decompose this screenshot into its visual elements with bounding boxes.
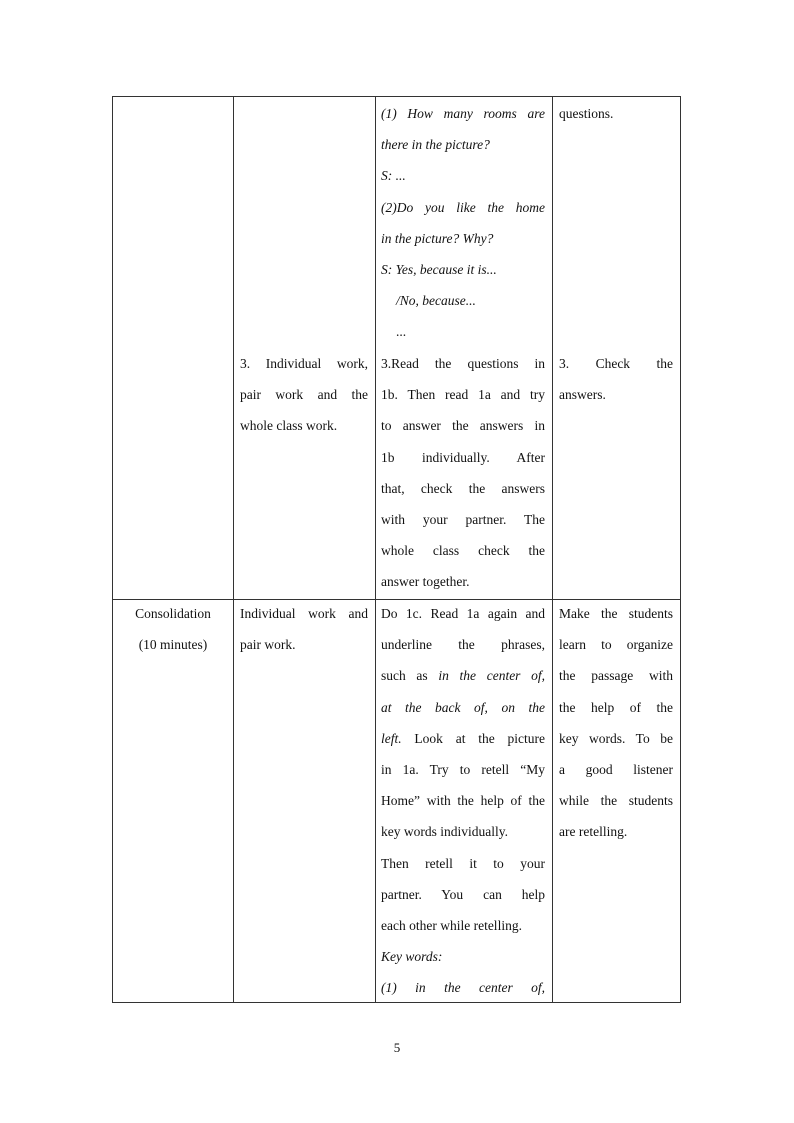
text-line: with your partner. The bbox=[381, 511, 545, 527]
text-line: (1) in the center of, bbox=[381, 980, 545, 996]
row2-activity-cell bbox=[381, 348, 545, 598]
column-divider bbox=[375, 97, 376, 1002]
text-line: 3. Check the bbox=[559, 356, 673, 371]
key-words-heading: Key words: bbox=[381, 949, 443, 965]
text-line: in the picture? Why? bbox=[381, 230, 494, 246]
text-line: each other while retelling. bbox=[381, 917, 522, 933]
text-line: answer together. bbox=[381, 574, 470, 590]
text-line: Make the students bbox=[559, 606, 673, 621]
text-line: whole class check the bbox=[381, 543, 545, 559]
row3-activity-cell bbox=[381, 598, 545, 1003]
text-line: ... bbox=[396, 324, 407, 340]
text-line: partner. You can help bbox=[381, 886, 545, 902]
page-number: 5 bbox=[393, 1040, 401, 1055]
text-line: to answer the answers in bbox=[381, 418, 545, 434]
text-run: Look at the picture bbox=[401, 730, 545, 746]
text-line: are retelling. bbox=[559, 824, 628, 840]
text-line: questions. bbox=[559, 106, 614, 121]
row1-activity-cell bbox=[381, 98, 545, 348]
text-line: a good listener bbox=[559, 761, 673, 777]
row3-organization-cell bbox=[240, 598, 368, 660]
text-line: (2)Do you like the home bbox=[381, 199, 545, 215]
phrase-emphasis: left. bbox=[381, 730, 402, 746]
text-line: 3. Individual work, bbox=[240, 356, 368, 371]
row2-organization-cell bbox=[240, 348, 368, 442]
text-line: Home” with the help of the bbox=[381, 793, 545, 809]
text-line: 1b individually. After bbox=[381, 449, 545, 465]
text-line: Individual work and bbox=[240, 606, 368, 621]
phrase-emphasis: in the center of, bbox=[438, 668, 545, 684]
text-line: learn to organize bbox=[559, 637, 673, 653]
phrase-emphasis: at the back of, on the bbox=[381, 699, 545, 715]
text-line: 3.Read the questions in bbox=[381, 356, 545, 371]
text-line: answers. bbox=[559, 387, 606, 403]
row3-stage-cell bbox=[117, 598, 229, 660]
text-line: in 1a. Try to retell “My bbox=[381, 761, 545, 777]
text-line: underline the phrases, bbox=[381, 637, 545, 653]
lesson-plan-table bbox=[112, 96, 681, 1003]
row3-purpose-cell bbox=[559, 598, 673, 848]
text-line bbox=[381, 723, 545, 754]
text-line: key words. To be bbox=[559, 730, 673, 746]
text-line: whole class work. bbox=[240, 418, 338, 434]
stage-duration: (10 minutes) bbox=[138, 637, 208, 653]
column-divider bbox=[552, 97, 553, 1002]
text-line: there in the picture? bbox=[381, 137, 490, 153]
text-line: S: Yes, because it is... bbox=[381, 261, 497, 277]
row2-purpose-cell bbox=[559, 348, 673, 410]
text-line: that, check the answers bbox=[381, 480, 545, 496]
text-line: pair work and the bbox=[240, 387, 368, 403]
text-run: such as bbox=[381, 668, 439, 684]
text-line: pair work. bbox=[240, 637, 296, 653]
text-line: Do 1c. Read 1a again and bbox=[381, 606, 545, 621]
column-divider bbox=[233, 97, 234, 1002]
text-line: Then retell it to your bbox=[381, 855, 545, 871]
text-line bbox=[381, 660, 545, 691]
text-line: /No, because... bbox=[396, 293, 476, 309]
text-line: key words individually. bbox=[381, 824, 508, 840]
text-line: while the students bbox=[559, 793, 673, 809]
text-line: S: ... bbox=[381, 168, 406, 184]
text-line: 1b. Then read 1a and try bbox=[381, 387, 545, 403]
stage-label: Consolidation bbox=[135, 606, 211, 621]
text-line: (1) How many rooms are bbox=[381, 106, 545, 121]
text-line: the passage with bbox=[559, 668, 673, 684]
text-line: the help of the bbox=[559, 699, 673, 715]
row1-purpose-cell bbox=[559, 98, 673, 129]
